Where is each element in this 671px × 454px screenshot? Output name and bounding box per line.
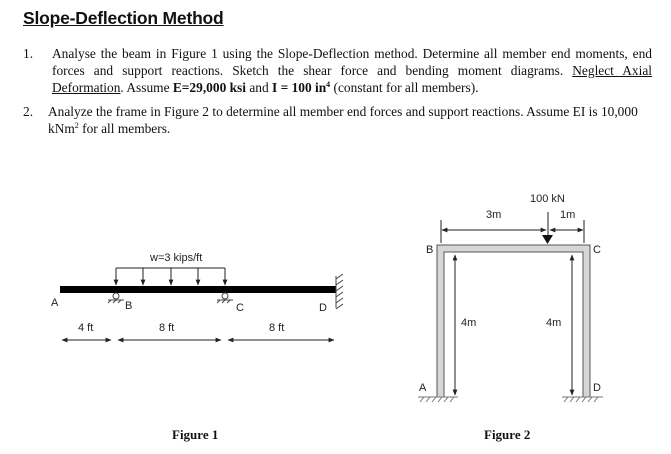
q1-text: and [246,80,273,95]
q1-underlined: Neglect Axial Deformation [52,63,652,95]
node-c2-label: C [593,244,601,256]
figure-2-caption: Figure 2 [484,427,531,442]
q1-modulus: E=29,000 ksi [172,80,246,95]
node-b2-label: B [426,244,434,256]
q1-inertia: I = 100 in [272,80,327,95]
page-title: Slope-Deflection Method [23,8,224,28]
frame [437,245,590,397]
q1-sup: 4 [326,80,331,89]
q2-text: Analyze the frame in Figure 2 to determine all member end forces and support reactions. Assume EI is 10,000 kNm [48,104,638,136]
point-load-label: 100 kN [530,193,565,205]
question-1-number: 1. [23,46,34,61]
q2-text: for all members. [78,121,171,136]
roller-support-c [217,293,233,303]
q1-text: Analyse the beam in Figure 1 using the Slope-Deflection method. Determine all member end moments, end forces and support reactions. Sketch the shear force and bending moment diagrams. [52,46,652,78]
node-a-label: A [51,297,59,309]
q1-text: (constant for all members). [330,80,479,95]
load-label: w=3 kips/ft [150,252,203,264]
roller-support-b [108,293,124,303]
node-d2-label: D [593,382,601,394]
dim-3m-label: 3m [486,209,502,221]
span-ab-label: 4 ft [78,322,94,334]
node-c-label: C [236,302,244,314]
node-b-label: B [125,300,133,312]
q2-sup: 2 [74,121,79,130]
fixed-support-a [418,397,458,402]
dim-1m-label: 1m [560,209,576,221]
span-bc-label: 8 ft [159,322,175,334]
node-a2-label: A [419,382,427,394]
figure-1-caption: Figure 1 [172,427,219,442]
frame-dimensions [441,212,584,395]
span-cd-label: 8 ft [269,322,285,334]
distributed-load [116,268,225,285]
dim-right-col-label: 4m [546,317,562,329]
q1-text: . Assume [120,80,173,95]
fixed-support-d2 [562,397,603,402]
point-load-arrow [542,235,553,244]
dim-left-col-label: 4m [461,317,477,329]
beam [60,286,336,293]
question-2-number: 2. [23,104,34,119]
node-d-label: D [319,302,327,314]
fixed-support-d [336,274,343,309]
